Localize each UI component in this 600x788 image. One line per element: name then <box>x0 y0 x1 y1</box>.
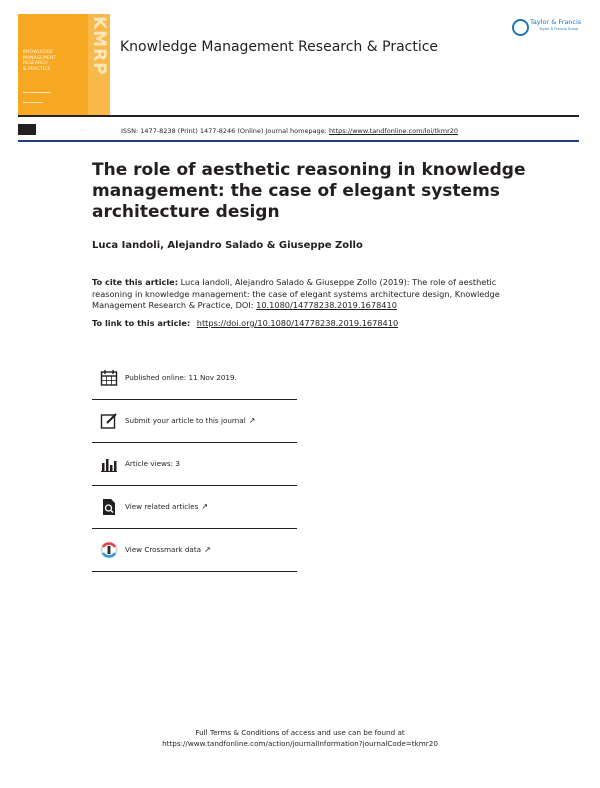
article-views-row <box>92 442 297 486</box>
related-articles-label: View related articles <box>125 502 199 511</box>
article-title: The role of aesthetic reasoning in knowledge management: the case of elegant systems architecture design <box>92 160 526 222</box>
external-link-icon: ↗ <box>248 416 256 425</box>
article-views-label: Article views: 3 <box>125 459 180 468</box>
related-articles-row[interactable] <box>92 485 297 529</box>
link-label: To link to this article: <box>92 318 191 328</box>
journal-title: Knowledge Management Research & Practice <box>120 39 439 55</box>
bar-chart-icon <box>100 455 118 473</box>
cover-title: KNOWLEDGE MANAGEMENT RESEARCH & PRACTICE <box>23 50 57 72</box>
submit-article-row[interactable] <box>92 399 297 443</box>
taylor-francis-icon <box>512 19 529 36</box>
issn-line: ISSN: 1477-8238 (Print) 1477-8246 (Online) Journal homepage: https://www.tandfonline.com/loi/tkmr20 <box>121 127 459 135</box>
journal-homepage-link[interactable]: https://www.tandfonline.com/loi/tkmr20 <box>328 127 459 135</box>
header-divider <box>18 115 579 117</box>
crossmark-label: View Crossmark data <box>125 545 202 554</box>
journal-cover-thumbnail <box>18 14 110 115</box>
publisher-logo-icon <box>18 124 36 135</box>
article-doi-url[interactable]: https://doi.org/10.1080/14778238.2019.1678410 <box>196 318 399 328</box>
published-online-row <box>92 356 297 400</box>
crossmark-row[interactable] <box>92 528 297 572</box>
footer-terms-url[interactable]: https://www.tandfonline.com/action/journalInformation?journalCode=tkmr20 <box>162 739 438 748</box>
issn-divider <box>18 140 579 142</box>
search-document-icon <box>100 498 118 516</box>
cover-spine-text: KMRP <box>89 16 109 76</box>
article-authors: Luca Iandoli, Alejandro Salado & Giuseppe Zollo <box>92 240 363 251</box>
publisher-sub: Taylor & Francis Group <box>539 27 579 31</box>
external-link-icon: ↗ <box>201 502 209 511</box>
footer-terms-line: Full Terms & Conditions of access and use can be found at <box>195 728 405 737</box>
doi-link[interactable]: 10.1080/14778238.2019.1678410 <box>256 300 397 310</box>
citation-block <box>92 277 532 312</box>
published-online-label: Published online: 11 Nov 2019. <box>125 373 237 382</box>
citation-text: Luca Iandoli, Alejandro Salado & Giuseppe Zollo (2019): The role of aesthetic reasoning in knowledge management: the case of elegant systems architecture design, Knowledge Management Research & Practice, DOI: <box>92 277 500 310</box>
crossmark-icon <box>100 541 118 559</box>
article-link-line <box>92 318 398 328</box>
edit-icon <box>100 412 118 430</box>
external-link-icon: ↗ <box>204 545 211 554</box>
cover-rule <box>23 92 51 93</box>
citation-label: To cite this article: <box>92 277 178 287</box>
taylor-francis-logo[interactable] <box>512 17 584 37</box>
calendar-icon <box>100 369 118 387</box>
publisher-group-icon: ◦◦◦ <box>80 128 86 132</box>
submit-article-label: Submit your article to this journal <box>125 416 246 425</box>
publisher-name: Taylor & Francis <box>530 18 582 26</box>
cover-rule <box>23 102 43 103</box>
